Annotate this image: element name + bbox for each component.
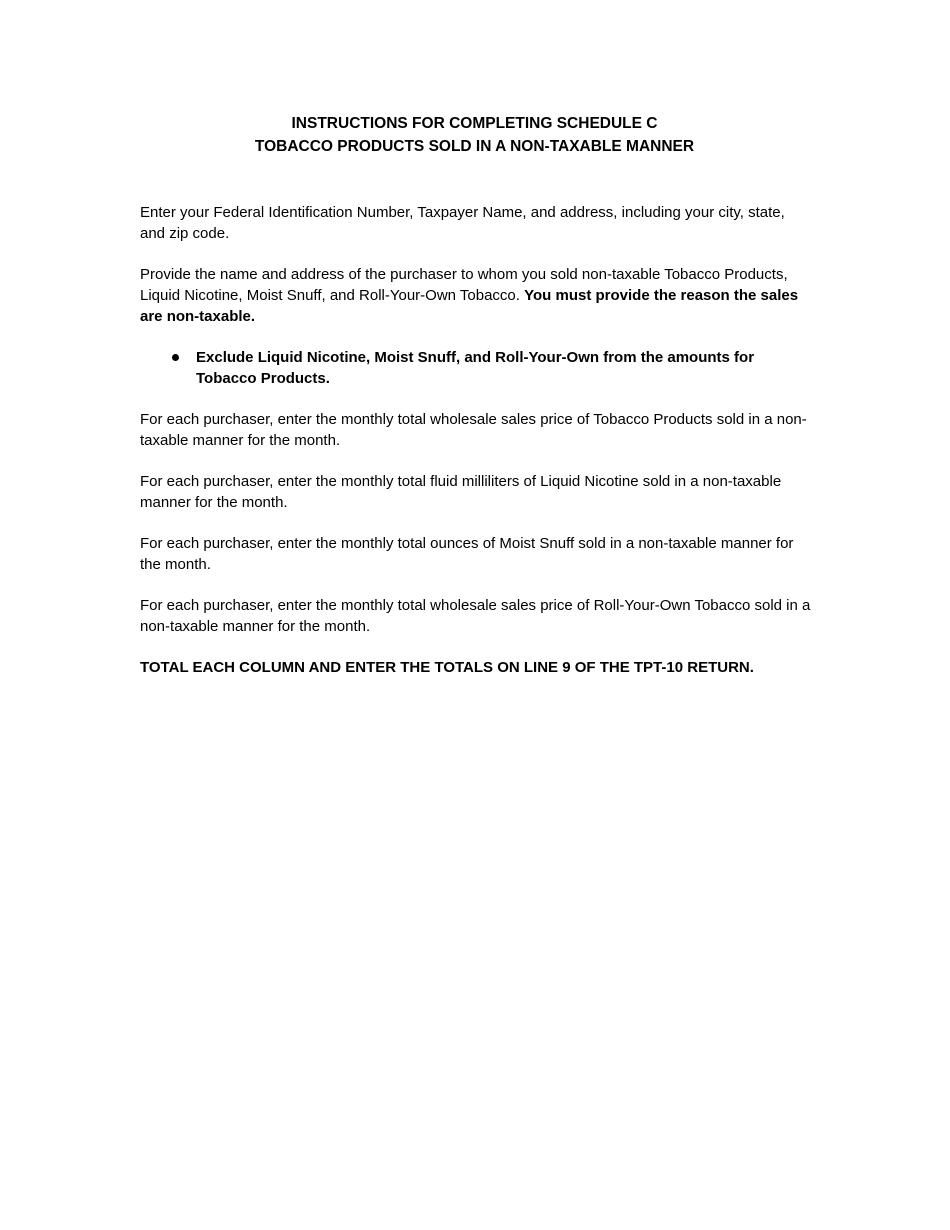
closing-instruction: TOTAL EACH COLUMN AND ENTER THE TOTALS ON LINE 9 OF THE TPT-10 RETURN. [140,659,754,676]
instruction-liquid-nicotine: For each purchaser, enter the monthly total fluid milliliters of Liquid Nicotine sold in a non-taxable manner for the month. [140,473,782,511]
bullet-item-text: Exclude Liquid Nicotine, Moist Snuff, and Roll-Your-Own from the amounts for Tobacco Products. [196,349,755,387]
document-title [137,112,812,158]
document-page [140,112,812,698]
title-line-1: INSTRUCTIONS FOR COMPLETING SCHEDULE C [291,115,658,132]
bullet-list [140,347,812,389]
instruction-moist-snuff: For each purchaser, enter the monthly total ounces of Moist Snuff sold in a non-taxable manner for the month. [140,535,794,573]
instruction-taxpayer-info: Enter your Federal Identification Number, Taxpayer Name, and address, including your city, state, and zip code. [140,204,785,242]
bullet-icon [172,354,179,361]
instruction-roll-your-own: For each purchaser, enter the monthly total wholesale sales price of Roll-Your-Own Tobacco sold in a non-taxable manner for the month. [140,597,811,635]
instruction-tobacco-products: For each purchaser, enter the monthly total wholesale sales price of Tobacco Products sold in a non-taxable manner for the month. [140,411,807,449]
bullet-item-exclusion [140,347,812,389]
instruction-purchaser-info [140,264,812,327]
purchaser-info-emphasis: You must provide the reason the sales are non-taxable. [140,287,799,325]
purchaser-info-text: Provide the name and address of the purchaser to whom you sold non-taxable Tobacco Products, Liquid Nicotine, Moist Snuff, and Roll-Your-Own Tobacco. [140,266,788,304]
title-line-2: TOBACCO PRODUCTS SOLD IN A NON-TAXABLE MANNER [254,138,695,155]
